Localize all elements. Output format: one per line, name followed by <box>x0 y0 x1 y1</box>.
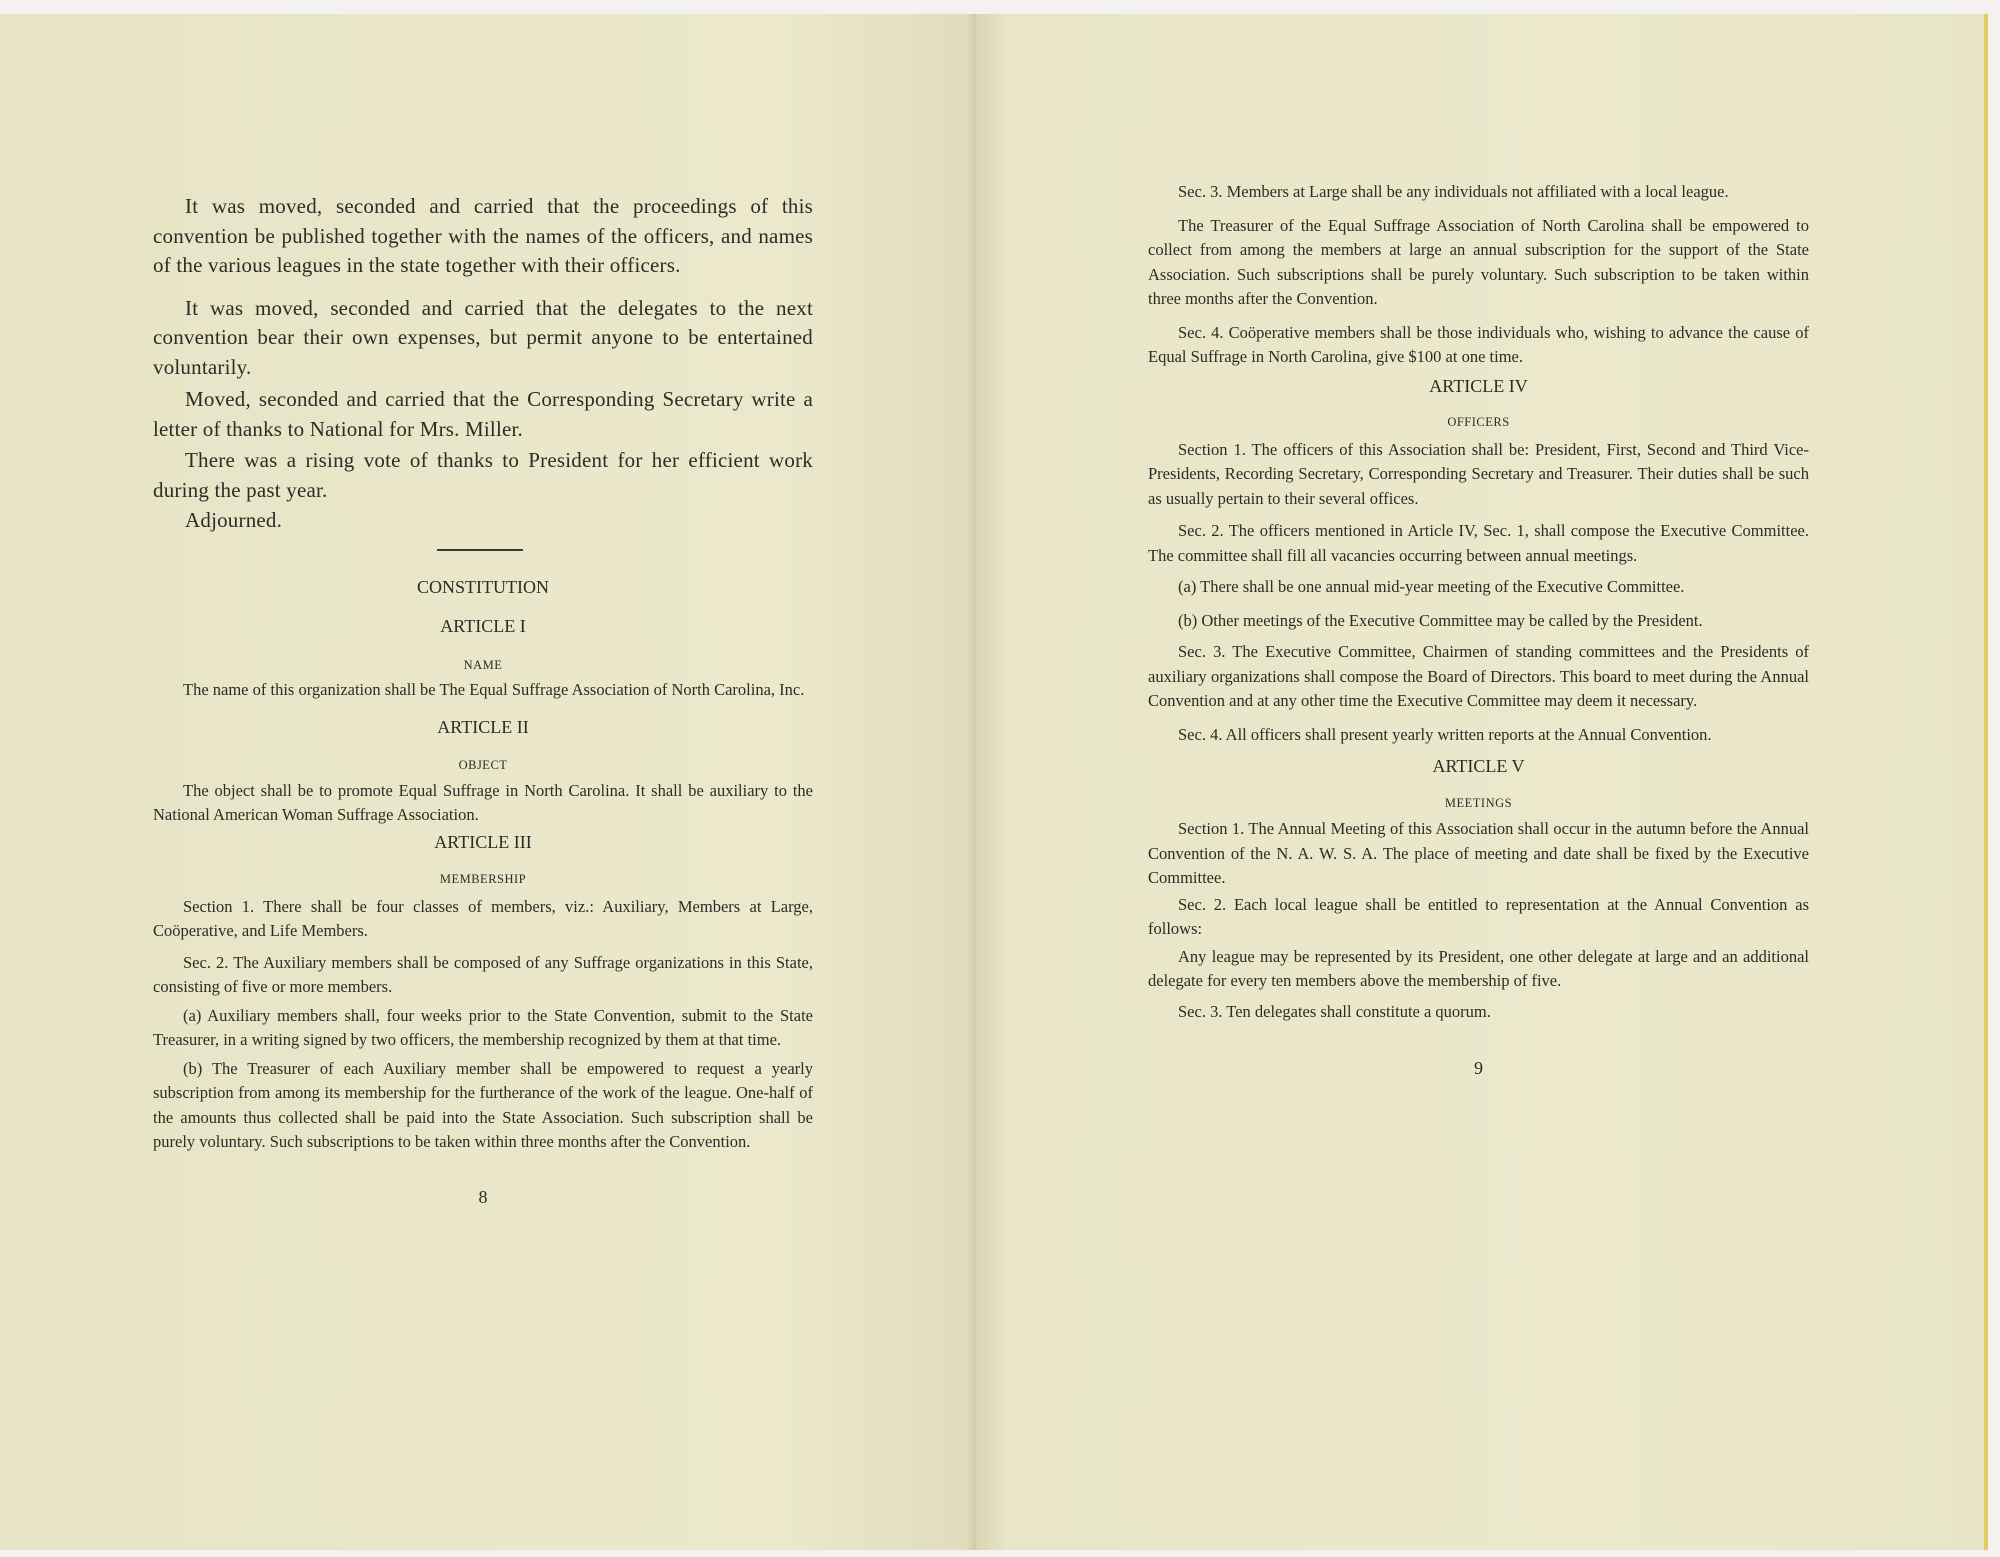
article-section: Sec. 3. Members at Large shall be any individuals not affiliated with a local league. <box>1178 182 1729 201</box>
page-number: 8 <box>478 1186 488 1207</box>
article-title: ARTICLE IV <box>1429 375 1528 396</box>
minutes-paragraph: It was moved, seconded and carried that the proceedings of this convention be published together with the names of the officers, and names of the various leagues in the state together with their officers. <box>153 194 813 277</box>
minutes-paragraph: Moved, seconded and carried that the Corresponding Secretary write a letter of thanks to National for Mrs. Miller. <box>153 387 813 441</box>
minutes-paragraph: There was a rising vote of thanks to President for her efficient work during the past year. <box>153 448 813 502</box>
article-subtitle: MEMBERSHIP <box>439 872 527 886</box>
article-section: The Treasurer of the Equal Suffrage Association of North Carolina shall be empowered to collect from among the members at large an annual subscription for the support of the State Association. Such subscriptions shall be purely voluntary. Such subscription to be taken within three months after the Convention. <box>1148 215 1809 308</box>
left-page-column <box>153 192 813 1208</box>
article-section: Section 1. There shall be four classes of members, viz.: Auxiliary, Members at Large, Coöperative, and Life Members. <box>153 896 813 940</box>
article-section: Sec. 4. All officers shall present yearly written reports at the Annual Convention. <box>1178 724 1712 744</box>
article-subtitle: NAME <box>463 657 503 672</box>
right-page-column <box>1148 180 1809 1079</box>
page-number: 9 <box>1474 1058 1483 1078</box>
article-title: ARTICLE III <box>434 831 532 852</box>
divider-rule <box>437 549 523 551</box>
article-section: Section 1. The officers of this Association shall be: President, First, Second and Third Vice-Presidents, Recording Secretary, Corresponding Secretary and Treasurer. Their duties shall be such as usually pertain to their several offices. <box>1148 439 1809 508</box>
article-subtitle: MEETINGS <box>1444 795 1513 810</box>
article-section: Section 1. The Annual Meeting of this Association shall occur in the autumn before the Annual Convention of the N. A. W. S. A. The place of meeting and date shall be fixed by the Executive Committee. <box>1148 819 1809 887</box>
article-title: ARTICLE II <box>437 716 529 737</box>
article-text: The object shall be to promote Equal Suffrage in North Carolina. It shall be auxiliary to the National American Woman Suffrage Association. <box>153 780 813 824</box>
article-subtitle: OFFICERS <box>1447 415 1510 429</box>
article-section: Sec. 3. The Executive Committee, Chairmen of standing committees and the Presidents of auxiliary organizations shall compose the Board of Directors. This board to meet during the Annual Convention and at any other time the Executive Committee may deem it necessary. <box>1148 642 1809 710</box>
article-title: ARTICLE I <box>440 616 526 636</box>
article-section: Sec. 4. Coöperative members shall be those individuals who, wishing to advance the cause of Equal Suffrage in North Carolina, give $100 at one time. <box>1148 322 1809 366</box>
article-section: (a) There shall be one annual mid-year meeting of the Executive Committee. <box>1178 577 1685 596</box>
article-title: ARTICLE V <box>1432 756 1525 776</box>
article-section: Sec. 2. The Auxiliary members shall be composed of any Suffrage organizations in this State, consisting of five or more members. <box>153 952 813 996</box>
article-section: (b) Other meetings of the Executive Committee may be called by the President. <box>1178 610 1703 630</box>
article-subtitle: OBJECT <box>458 758 508 772</box>
article-section: Any league may be represented by its President, one other delegate at large and an additional delegate for every ten members above the membership of five. <box>1148 946 1809 990</box>
minutes-adjourned: Adjourned. <box>185 508 283 532</box>
article-section: (a) Auxiliary members shall, four weeks prior to the State Convention, submit to the State Treasurer, in a writing signed by two officers, the membership recognized by them at that time. <box>153 1005 813 1049</box>
article-section: Sec. 3. Ten delegates shall constitute a quorum. <box>1178 1001 1491 1021</box>
minutes-paragraph: It was moved, seconded and carried that the delegates to the next convention bear their own expenses, but permit anyone to be entertained voluntarily. <box>153 295 813 379</box>
article-section: Sec. 2. Each local league shall be entitled to representation at the Annual Convention as follows: <box>1148 894 1809 938</box>
article-section: (b) The Treasurer of each Auxiliary member shall be empowered to request a yearly subscription from among its membership for the furtherance of the work of the league. One-half of the amounts thus collected shall be paid into the State Association. Such subscription shall be purely voluntary. Such subscriptions to be taken within three months after the Convention. <box>153 1058 813 1151</box>
constitution-title: CONSTITUTION <box>417 576 549 597</box>
article-text: The name of this organization shall be The Equal Suffrage Association of North Carolina, Inc. <box>183 680 805 699</box>
article-section: Sec. 2. The officers mentioned in Article IV, Sec. 1, shall compose the Executive Committee. The committee shall fill all vacancies occurring between annual meetings. <box>1148 521 1809 565</box>
